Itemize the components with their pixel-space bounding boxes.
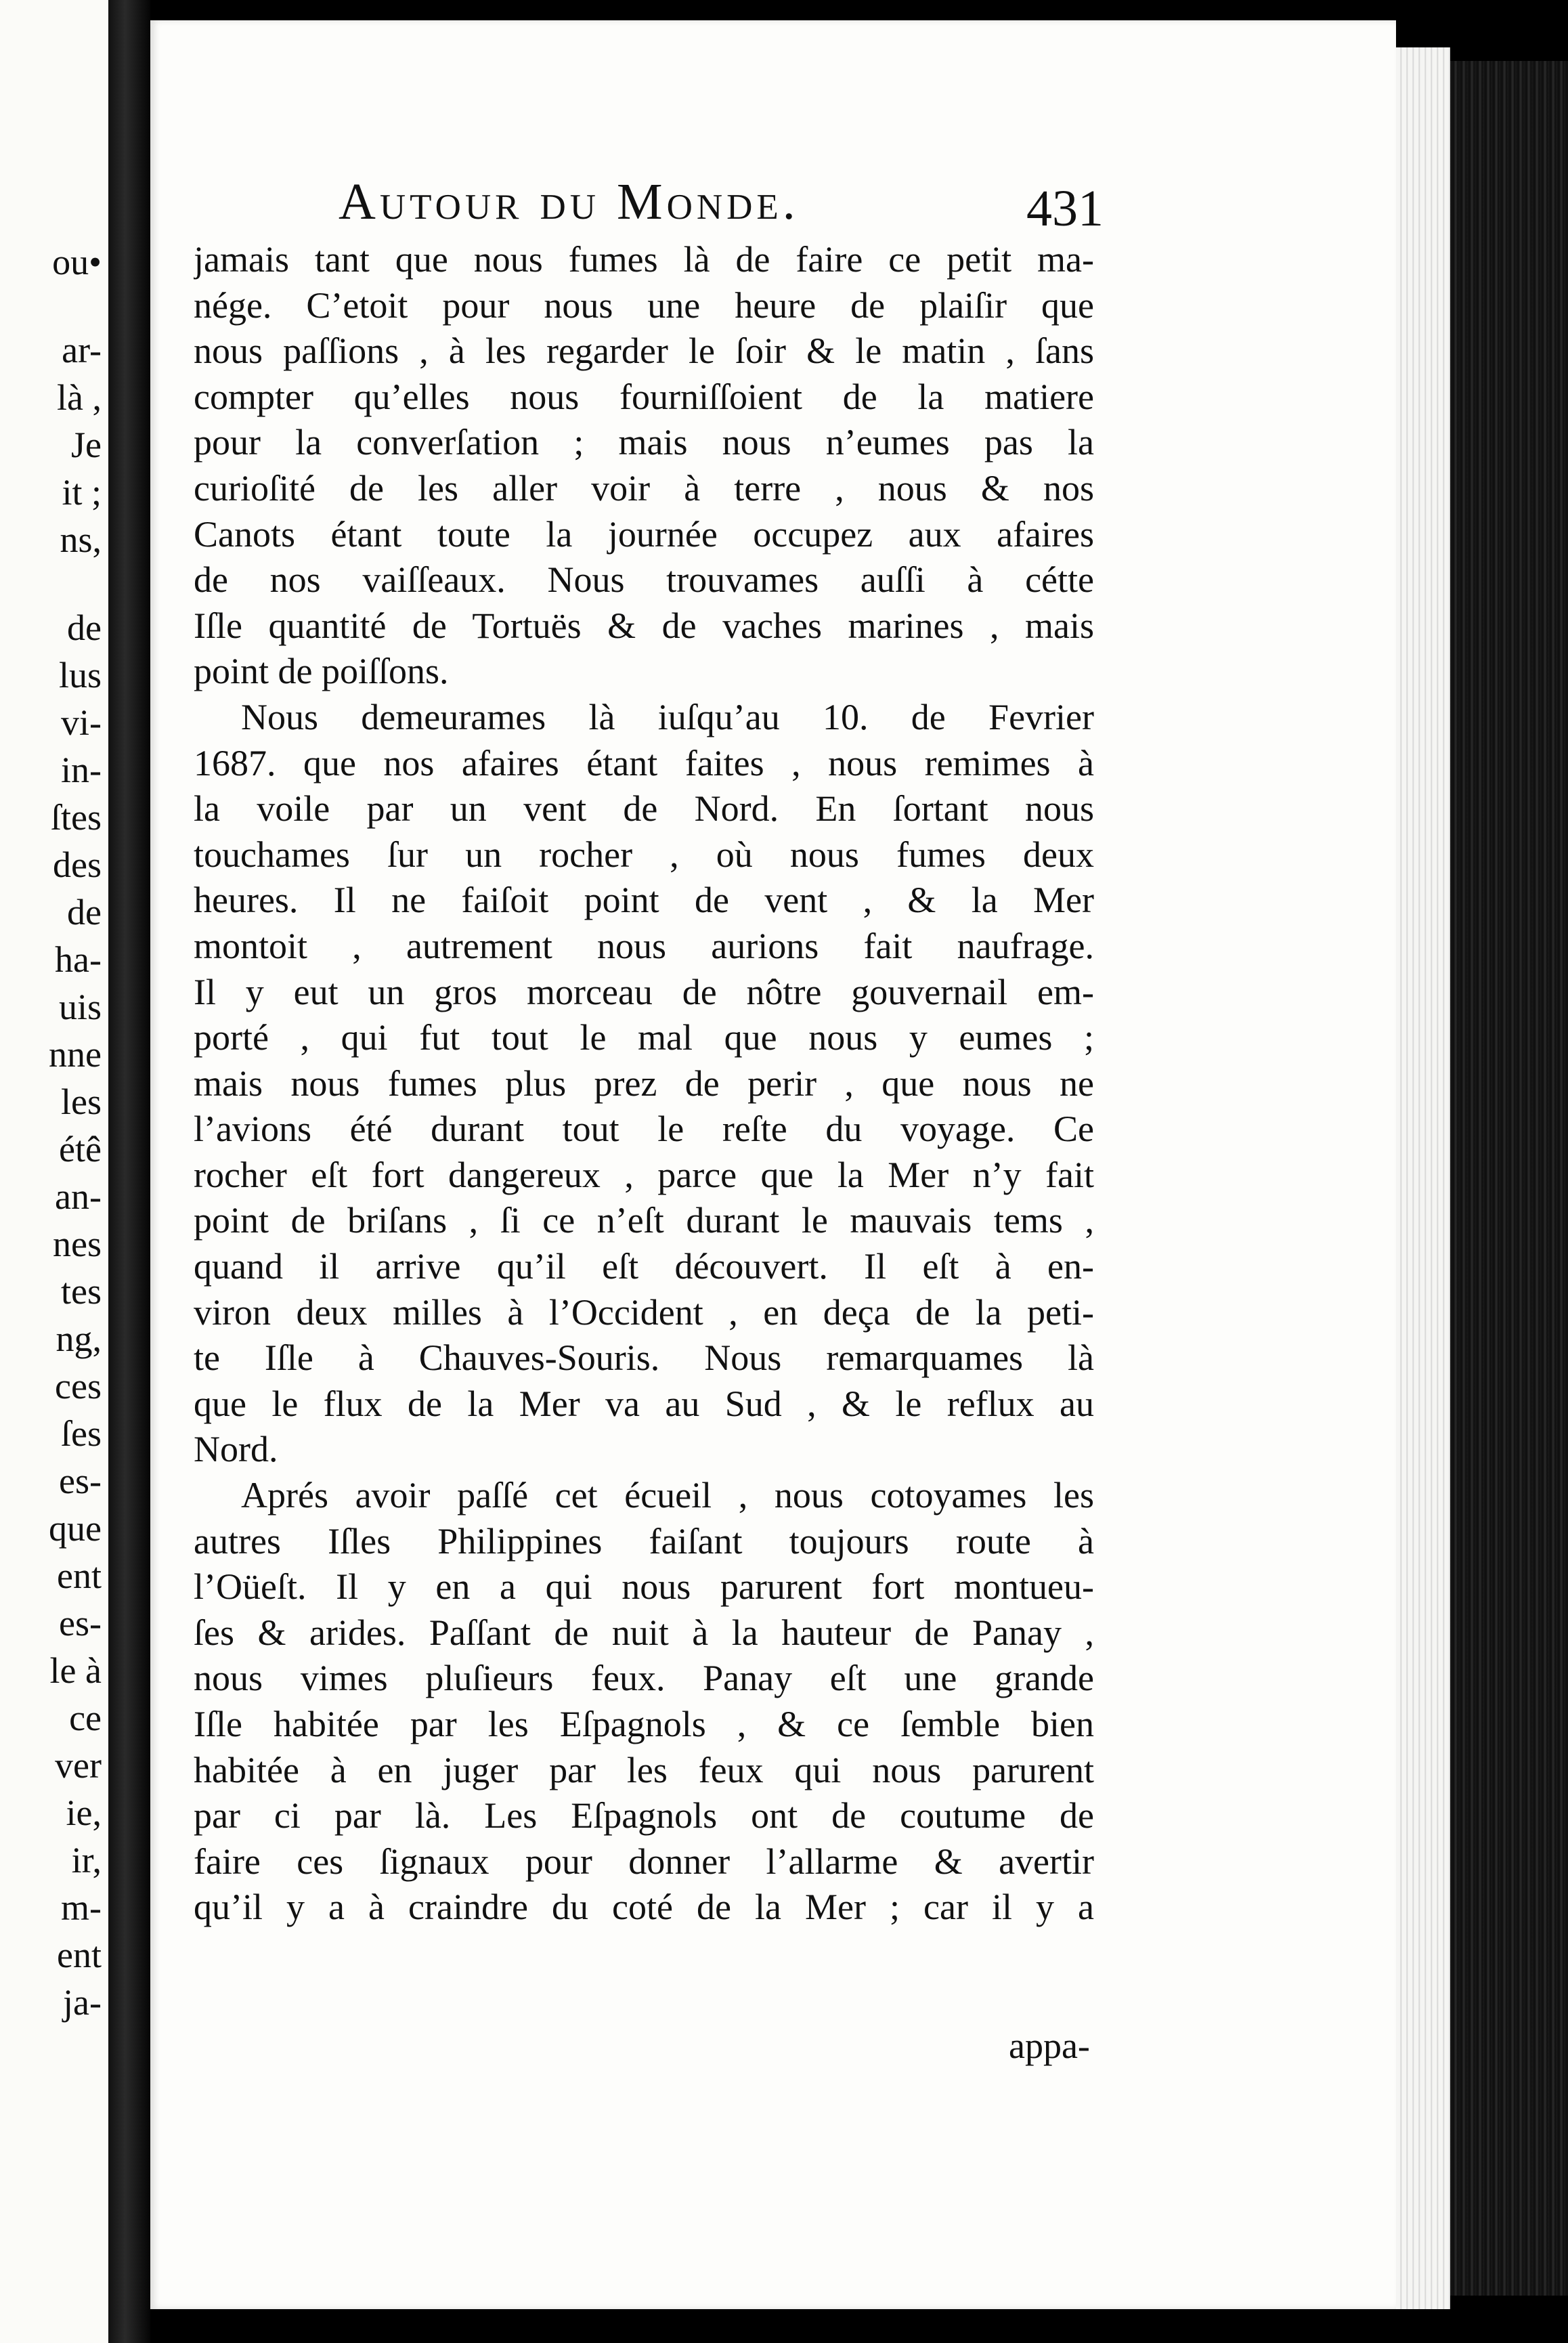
facing-page-text-fragment: lus <box>58 655 102 695</box>
facing-page-text-fragment: ſes <box>61 1413 102 1454</box>
text-line: Canots étant toute la journée occupez aux afaires <box>194 513 1094 555</box>
text-line: autres Iſles Philippines faiſant toujours route à <box>194 1520 1094 1562</box>
facing-page-text-fragment: Je <box>71 425 102 465</box>
text-line: Nous demeurames là iuſqu’au 10. de Fevrier <box>241 696 1094 737</box>
text-line: curioſité de les aller voir à terre , nous & nos <box>194 467 1094 509</box>
text-line: compter qu’elles nous fourniſſoient de la matiere <box>194 376 1094 417</box>
body-text <box>194 237 1094 1931</box>
page-header <box>190 159 1104 237</box>
page-number: 431 <box>1026 180 1104 237</box>
text-line: l’avions été durant tout le reſte du voyage. Ce <box>194 1109 1094 1150</box>
facing-page-text-fragment: des <box>53 844 102 885</box>
text-line: porté , qui fut tout le mal que nous y eumes ; <box>194 1017 1094 1058</box>
text-line: touchames ſur un rocher , où nous fumes deux <box>194 834 1094 875</box>
facing-page-text-fragment: que <box>49 1508 102 1549</box>
facing-page-text-fragment: nes <box>53 1224 102 1264</box>
facing-page-text-fragment: ent <box>57 1935 102 1975</box>
text-line: jamais tant que nous fumes là de faire ce petit ma- <box>194 239 1094 280</box>
facing-page-text-fragment: ng, <box>56 1318 102 1359</box>
text-line: point de briſans , ſi ce n’eſt durant le mauvais tems , <box>194 1200 1094 1241</box>
facing-page-text-fragment: in- <box>61 750 102 790</box>
facing-page-fragment <box>0 0 108 2343</box>
text-line: Iſle quantité de Tortuës & de vaches marines , mais <box>194 605 1094 646</box>
text-line: nous vimes pluſieurs feux. Panay eſt une grande <box>194 1658 1094 1699</box>
text-line: nége. C’etoit pour nous une heure de plaiſir que <box>194 284 1094 326</box>
facing-page-text-fragment: ou• <box>52 242 102 282</box>
text-line: heures. Il ne faiſoit point de vent , & la Mer <box>194 880 1094 921</box>
text-line: faire ces ſignaux pour donner l’allarme & avertir <box>194 1841 1094 1882</box>
facing-page-text-fragment: ſtes <box>51 797 102 838</box>
facing-page-text-fragment: ns, <box>60 519 102 560</box>
facing-page-text-fragment: ent <box>57 1555 102 1596</box>
text-line: par ci par là. Les Eſpagnols ont de coutume de <box>194 1795 1094 1836</box>
text-line: Il y eut un gros morceau de nôtre gouvernail em- <box>194 971 1094 1012</box>
text-line: te Iſle à Chauves-Souris. Nous remarquames là <box>194 1337 1094 1379</box>
facing-page-text-fragment: uis <box>58 987 102 1027</box>
facing-page-text-fragment: es- <box>59 1461 102 1501</box>
text-line: montoit , autrement nous aurions fait naufrage. <box>194 925 1094 966</box>
book-cover-edge <box>1450 61 1568 2296</box>
facing-page-text-fragment: tes <box>61 1271 102 1312</box>
text-line: quand il arrive qu’il eſt découvert. Il eſt à en- <box>194 1246 1094 1287</box>
text-line: pour la converſation ; mais nous n’eumes pas la <box>194 422 1094 463</box>
facing-page-text-fragment: ces <box>55 1366 102 1406</box>
facing-page-text-fragment: de <box>67 607 102 648</box>
text-line: l’Oüeſt. Il y en a qui nous parurent fort montueu- <box>194 1566 1094 1608</box>
text-line: la voile par un vent de Nord. En ſortant nous <box>194 788 1094 830</box>
text-line: 1687. que nos afaires étant faites , nous remimes à <box>194 742 1094 783</box>
text-line: de nos vaiſſeaux. Nous trouvames auſſi à cétte <box>194 559 1094 601</box>
facing-page-text-fragment: ar- <box>62 330 102 370</box>
facing-page-text-fragment: it ; <box>62 472 102 513</box>
facing-page-text-fragment: là , <box>57 377 102 418</box>
facing-page-text-fragment: ir, <box>71 1840 102 1880</box>
text-line: nous paſſions , à les regarder le ſoir & le matin , ſans <box>194 330 1094 372</box>
text-line: point de poiſſons. <box>194 651 449 692</box>
facing-page-text-fragment: le à <box>49 1650 102 1691</box>
book-gutter <box>108 0 150 2343</box>
facing-page-text-fragment: m- <box>61 1887 102 1928</box>
text-line: Aprés avoir paſſé cet écueil , nous cotoyames les <box>241 1475 1094 1516</box>
facing-page-text-fragment: ver <box>55 1745 102 1786</box>
facing-page-text-fragment: ie, <box>66 1792 102 1833</box>
text-line: viron deux milles à l’Occident , en deça de la peti- <box>194 1291 1094 1333</box>
facing-page-text-fragment: les <box>61 1081 102 1122</box>
text-line: qu’il y a à craindre du coté de la Mer ; car il y a <box>194 1887 1094 1928</box>
text-line: mais nous fumes plus prez de perir , que nous ne <box>194 1062 1094 1104</box>
facing-page-text-fragment: an- <box>55 1176 102 1217</box>
facing-page-text-fragment: es- <box>59 1603 102 1643</box>
text-line: que le flux de la Mer va au Sud , & le reflux au <box>194 1383 1094 1424</box>
facing-page-text-fragment: étê <box>59 1129 102 1169</box>
facing-page-text-fragment: ha- <box>55 939 102 980</box>
text-line: Iſle habitée par les Eſpagnols , & ce ſemble bien <box>194 1704 1094 1744</box>
text-line: habitée à en juger par les feux qui nous parurent <box>194 1749 1094 1790</box>
facing-page-text-fragment: ce <box>69 1698 102 1738</box>
running-head: Autour du Monde. <box>339 173 800 230</box>
text-line: Nord. <box>194 1429 278 1470</box>
catchword: appa- <box>1009 2025 1090 2066</box>
facing-page-text-fragment: de <box>67 892 102 932</box>
facing-page-text-fragment: nne <box>49 1034 102 1075</box>
page-edges <box>1396 47 1450 2309</box>
facing-page-text-fragment: vi- <box>61 702 102 743</box>
facing-page-text-fragment: ja- <box>63 1982 102 2023</box>
text-line: ſes & arides. Paſſant de nuit à la hauteur de Panay , <box>194 1612 1094 1653</box>
text-line: rocher eſt fort dangereux , parce que la Mer n’y fait <box>194 1154 1094 1195</box>
